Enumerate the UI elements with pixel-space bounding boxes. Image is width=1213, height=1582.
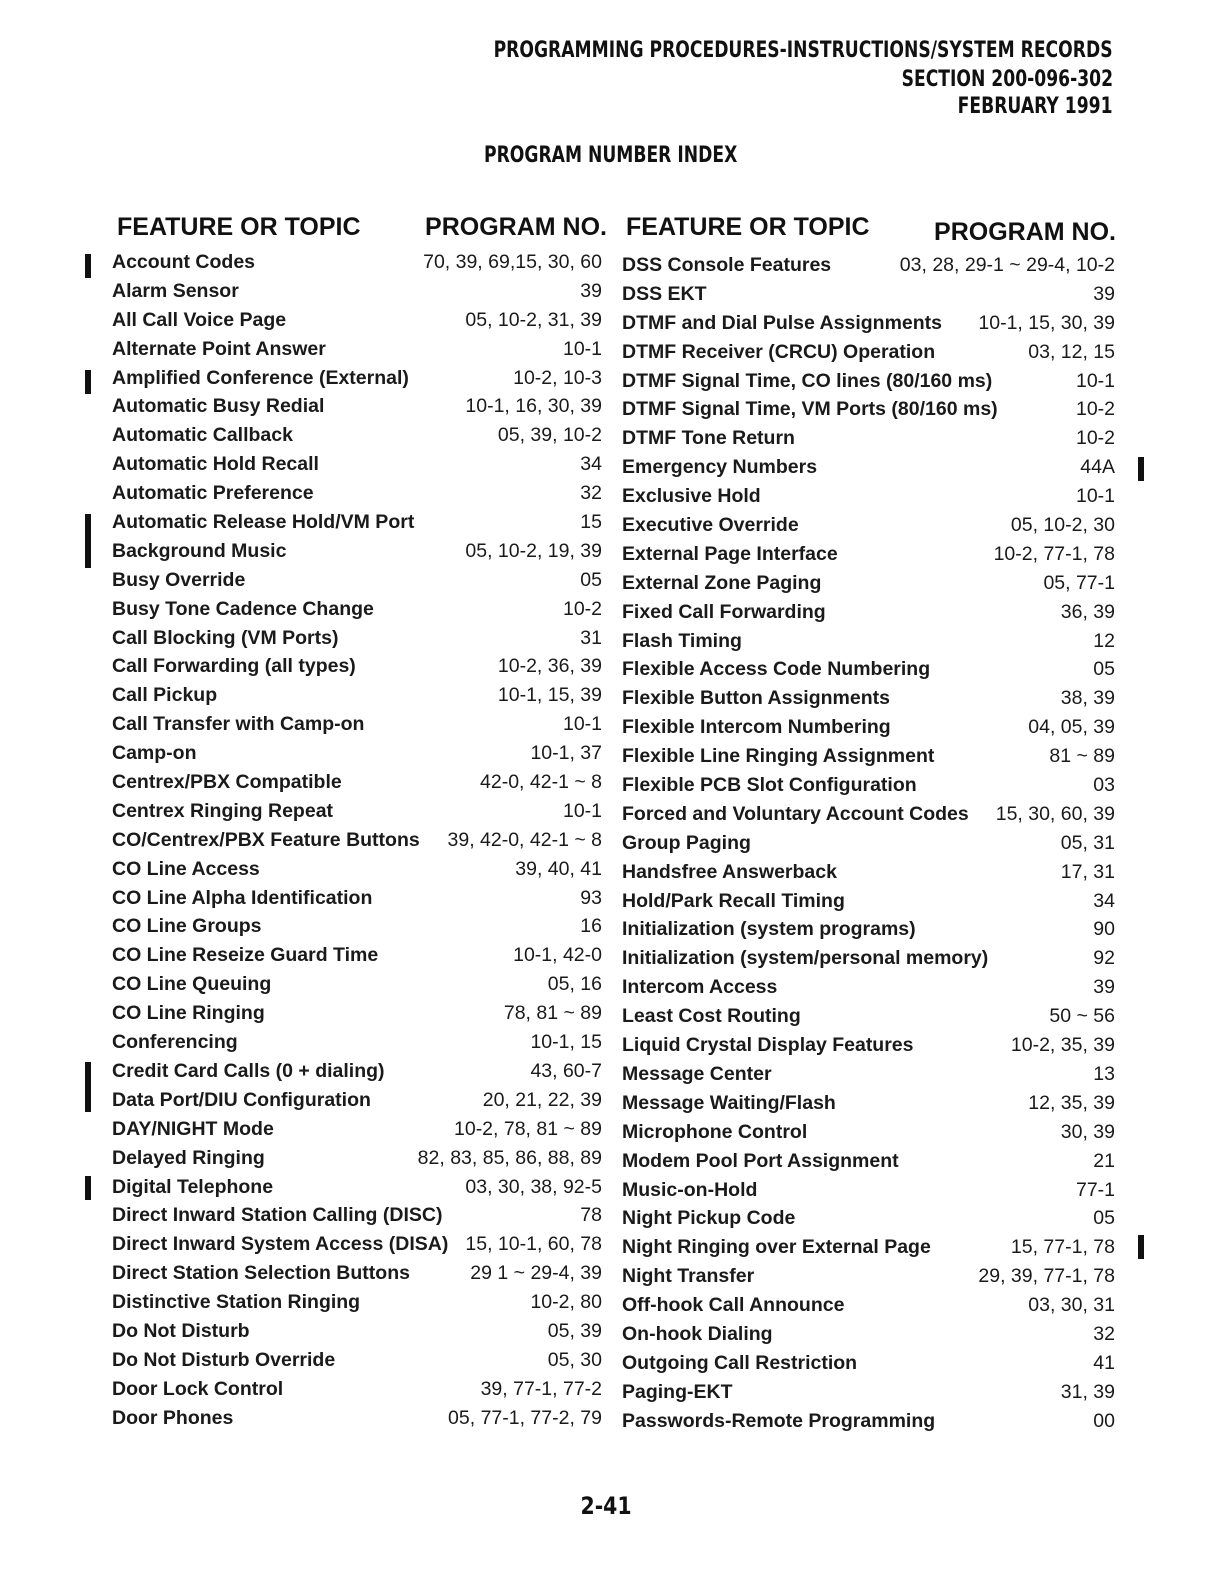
index-row [112,829,602,858]
program-number: 78 [580,1204,602,1227]
feature-name: DSS Console Features [622,254,832,276]
index-row [112,1291,602,1320]
feature-name: Digital Telephone [112,1175,274,1198]
feature-name: Least Cost Routing [622,1005,801,1028]
index-row [112,482,602,511]
feature-name: DTMF and Dial Pulse Assignments [622,311,942,334]
change-bar [85,514,91,568]
program-number: 44A [1080,456,1115,479]
program-number: 50 ~ 56 [1049,1005,1115,1028]
feature-name: Flexible PCB Slot Configuration [622,774,917,797]
feature-name: Do Not Disturb [112,1319,250,1342]
program-number: 30, 39 [1060,1120,1115,1143]
change-bar [85,1062,91,1112]
program-number: 00 [1093,1409,1115,1432]
index-row [622,976,1115,1005]
index-row [112,684,602,713]
program-number: 17, 31 [1060,860,1115,883]
feature-name: Fixed Call Forwarding [622,600,826,623]
index-row [112,915,602,944]
left-index-column [112,251,602,1436]
index-row [112,395,602,424]
feature-name: Forced and Voluntary Account Codes [622,802,969,825]
change-bar [1138,1235,1144,1259]
feature-name: DTMF Signal Time, CO lines (80/160 ms) [622,369,993,392]
feature-name: Amplified Conference (External) [112,366,409,389]
index-row [112,1233,602,1262]
program-number: 05, 30 [547,1348,602,1371]
program-number: 10-2, 80 [530,1291,602,1314]
index-row [112,453,602,482]
program-number: 39, 77-1, 77-2 [480,1377,602,1400]
program-number: 10-1, 42-0 [513,944,602,967]
index-row [622,1063,1115,1092]
program-number: 12, 35, 39 [1028,1091,1115,1114]
program-number: 05 [580,568,602,591]
index-row [622,1005,1115,1034]
index-row [622,456,1115,485]
feature-name: Handsfree Answerback [622,860,837,883]
index-row [622,1381,1115,1410]
index-row [112,800,602,829]
index-row [622,947,1115,976]
program-number: 32 [1093,1322,1115,1345]
program-number: 05, 10-2, 31, 39 [465,308,602,331]
program-number: 05, 77-1, 77-2, 79 [448,1406,602,1429]
program-number: 36, 39 [1060,600,1115,623]
feature-name: DTMF Receiver (CRCU) Operation [622,340,936,363]
index-row [622,745,1115,774]
program-number: 31, 39 [1060,1380,1115,1403]
index-row [112,627,602,656]
index-row [622,1121,1115,1150]
index-row [112,309,602,338]
change-bar [1138,457,1144,481]
index-row [622,861,1115,890]
right-program-header: PROGRAM NO. [934,218,1116,246]
index-row [112,1147,602,1176]
page-number [0,1492,1213,1520]
index-row [622,312,1115,341]
program-number: 13 [1093,1062,1115,1085]
index-row [622,341,1115,370]
feature-name: Message Waiting/Flash [622,1091,836,1114]
feature-name: Door Lock Control [112,1377,284,1400]
feature-name: Initialization (system programs) [622,918,916,941]
program-number: 10-2 [1075,398,1115,421]
program-number: 70, 39, 69,15, 30, 60 [423,251,602,273]
index-row [112,1031,602,1060]
program-number: 34 [580,453,602,476]
index-row [112,338,602,367]
feature-name: CO Line Alpha Identification [112,886,373,909]
feature-name: On-hook Dialing [622,1322,773,1345]
left-program-header: PROGRAM NO. [425,213,607,241]
feature-name: Passwords-Remote Programming [622,1409,936,1432]
feature-name: Alternate Point Answer [112,337,326,360]
feature-name: Account Codes [112,251,256,273]
feature-name: Automatic Release Hold/VM Port [112,511,415,534]
feature-name: Camp-on [112,742,197,765]
index-row [112,858,602,887]
feature-name: CO Line Ringing [112,1002,265,1025]
program-number: 05, 10-2, 30 [1010,514,1115,537]
index-row [112,424,602,453]
program-number: 38, 39 [1060,687,1115,710]
index-row [622,1352,1115,1381]
index-row [622,918,1115,947]
index-row [622,1236,1115,1265]
index-row [622,1034,1115,1063]
index-row [112,1089,602,1118]
program-number: 29, 39, 77-1, 78 [978,1265,1115,1288]
program-number: 10-2 [1075,427,1115,450]
feature-name: Call Transfer with Camp-on [112,713,365,736]
feature-name: Liquid Crystal Display Features [622,1034,914,1057]
header-line-1: PROGRAMMING PROCEDURES-INSTRUCTIONS/SYSTEM RECORDS [494,38,1113,63]
feature-name: Off-hook Call Announce [622,1294,845,1317]
program-number: 03, 12, 15 [1028,340,1115,363]
index-row [112,1378,602,1407]
feature-name: Modem Pool Port Assignment [622,1149,899,1172]
feature-name: Conferencing [112,1031,238,1054]
program-number: 42-0, 42-1 ~ 8 [480,771,602,794]
feature-name: CO Line Groups [112,915,262,938]
program-number: 39 [580,279,602,302]
index-row [112,771,602,800]
feature-name: Microphone Control [622,1120,808,1143]
feature-name: Night Pickup Code [622,1207,796,1230]
index-row [112,1002,602,1031]
index-row [112,973,602,1002]
feature-name: Automatic Busy Redial [112,395,325,418]
feature-name: Data Port/DIU Configuration [112,1088,371,1111]
index-row [622,658,1115,687]
index-row [112,511,602,540]
page-number-text: 2-41 [580,1492,633,1520]
index-row [112,1118,602,1147]
program-number: 93 [580,886,602,909]
index-row [622,687,1115,716]
program-number: 10-1 [1075,485,1115,508]
index-row [622,398,1115,427]
index-row [622,716,1115,745]
feature-name: Initialization (system/personal memory) [622,947,989,970]
program-number: 39, 40, 41 [515,857,602,880]
feature-name: Night Ringing over External Page [622,1236,931,1259]
index-row [622,832,1115,861]
page-title: PROGRAM NUMBER INDEX [484,143,738,168]
program-number: 10-2, 35, 39 [1010,1034,1115,1057]
program-number: 05 [1093,1207,1115,1230]
feature-name: Night Transfer [622,1265,755,1288]
program-number: 29 1 ~ 29-4, 39 [470,1262,602,1285]
index-row [112,569,602,598]
program-number: 10-1, 15, 39 [497,684,602,707]
index-row [622,485,1115,514]
feature-name: Automatic Hold Recall [112,453,319,476]
index-row [622,1265,1115,1294]
index-row [112,1320,602,1349]
change-bar [85,370,91,394]
program-number: 16 [580,915,602,938]
index-row [112,598,602,627]
index-row [622,427,1115,456]
feature-name: Direct Station Selection Buttons [112,1262,410,1285]
index-row [112,540,602,569]
header-section: SECTION 200-096-302 [901,67,1113,92]
feature-name: CO Line Reseize Guard Time [112,944,379,967]
program-number: 05, 31 [1060,831,1115,854]
program-number: 15, 30, 60, 39 [995,802,1115,825]
feature-name: Distinctive Station Ringing [112,1291,361,1314]
program-number: 81 ~ 89 [1049,745,1115,768]
feature-name: Automatic Preference [112,482,314,505]
program-number: 31 [580,626,602,649]
program-number: 21 [1093,1149,1115,1172]
program-number: 10-1, 15, 30, 39 [978,311,1115,334]
program-number: 10-1 [562,337,602,360]
feature-name: Automatic Callback [112,424,293,447]
index-row [112,1204,602,1233]
index-row [112,1060,602,1089]
index-row [112,713,602,742]
feature-name: CO Line Access [112,857,260,880]
program-number: 32 [580,482,602,505]
program-number: 39 [1093,976,1115,999]
index-row [112,655,602,684]
index-row [622,601,1115,630]
feature-name: Flexible Button Assignments [622,687,890,710]
index-row [622,514,1115,543]
index-row [622,283,1115,312]
feature-name: Outgoing Call Restriction [622,1351,858,1374]
program-number: 05, 10-2, 19, 39 [465,539,602,562]
index-row [112,944,602,973]
feature-name: Direct Inward System Access (DISA) [112,1233,449,1256]
index-row [112,280,602,309]
feature-name: Flexible Intercom Numbering [622,716,891,739]
right-feature-header: FEATURE OR TOPIC [626,213,870,241]
index-row [622,630,1115,659]
program-number: 05, 77-1 [1043,571,1115,594]
feature-name: Hold/Park Recall Timing [622,889,845,912]
feature-name: DAY/NIGHT Mode [112,1117,274,1140]
program-number: 39, 42-0, 42-1 ~ 8 [447,828,602,851]
program-number: 43, 60-7 [530,1059,602,1082]
index-row [622,1207,1115,1236]
feature-name: Door Phones [112,1406,234,1429]
feature-name: DTMF Signal Time, VM Ports (80/160 ms) [622,398,998,421]
index-row [622,890,1115,919]
program-number: 92 [1093,947,1115,970]
feature-name: Credit Card Calls (0 + dialing) [112,1059,385,1082]
feature-name: Call Forwarding (all types) [112,655,356,678]
program-number: 15 [580,511,602,534]
feature-name: Delayed Ringing [112,1146,265,1169]
feature-name: Centrex/PBX Compatible [112,771,342,794]
header-date: FEBRUARY 1991 [958,94,1113,119]
index-row [112,1349,602,1378]
program-number: 05, 39, 10-2 [497,424,602,447]
index-row [112,1262,602,1291]
index-row [622,1323,1115,1352]
program-number: 10-1 [562,799,602,822]
index-row [622,1150,1115,1179]
feature-name: Direct Inward Station Calling (DISC) [112,1204,443,1227]
index-row [112,251,602,280]
program-number: 05, 39 [547,1319,602,1342]
feature-name: Busy Tone Cadence Change [112,597,374,620]
program-number: 03, 30, 31 [1028,1294,1115,1317]
program-number: 10-1, 37 [530,742,602,765]
left-feature-header: FEATURE OR TOPIC [117,213,361,241]
feature-name: Busy Override [112,568,246,591]
program-number: 10-2, 36, 39 [497,655,602,678]
index-row [112,887,602,916]
index-row [622,774,1115,803]
program-number: 34 [1093,889,1115,912]
program-number: 15, 77-1, 78 [1010,1236,1115,1259]
program-number: 10-1 [562,713,602,736]
program-number: 77-1 [1075,1178,1115,1201]
program-number: 39 [1093,282,1115,305]
feature-name: Flexible Line Ringing Assignment [622,745,935,768]
feature-name: Intercom Access [622,976,778,999]
feature-name: External Zone Paging [622,571,822,594]
program-number: 03 [1093,774,1115,797]
program-number: 04, 05, 39 [1028,716,1115,739]
index-row [112,1176,602,1205]
program-number: 12 [1093,629,1115,652]
program-number: 90 [1093,918,1115,941]
feature-name: Message Center [622,1062,772,1085]
index-row [622,370,1115,399]
program-number: 20, 21, 22, 39 [482,1088,602,1111]
index-row [112,742,602,771]
program-number: 41 [1093,1351,1115,1374]
feature-name: DSS EKT [622,282,707,305]
program-number: 10-2 [562,597,602,620]
program-number: 10-2, 78, 81 ~ 89 [454,1117,602,1140]
feature-name: Call Blocking (VM Ports) [112,626,339,649]
change-bar [85,254,91,278]
index-row [622,254,1115,283]
feature-name: Flash Timing [622,629,742,652]
feature-name: CO Line Queuing [112,973,272,996]
feature-name: CO/Centrex/PBX Feature Buttons [112,828,420,851]
index-row [622,803,1115,832]
index-row [622,1410,1115,1439]
feature-name: Call Pickup [112,684,218,707]
program-number: 10-2, 10-3 [513,366,602,389]
index-row [622,572,1115,601]
change-bar [85,1176,91,1200]
program-number: 05, 16 [547,973,602,996]
program-number: 82, 83, 85, 86, 88, 89 [417,1146,602,1169]
program-number: 78, 81 ~ 89 [503,1002,602,1025]
program-number: 05 [1093,658,1115,681]
feature-name: External Page Interface [622,542,838,565]
index-row [622,543,1115,572]
index-row [112,367,602,396]
program-number: 10-1, 15 [530,1031,602,1054]
feature-name: DTMF Tone Return [622,427,795,450]
right-index-column [622,254,1115,1439]
feature-name: Flexible Access Code Numbering [622,658,931,681]
index-row [112,1407,602,1436]
program-number: 03, 30, 38, 92-5 [465,1175,602,1198]
feature-name: Music-on-Hold [622,1178,758,1201]
program-number: 15, 10-1, 60, 78 [465,1233,602,1256]
feature-name: Group Paging [622,831,751,854]
index-row [622,1294,1115,1323]
feature-name: Alarm Sensor [112,279,239,302]
index-row [622,1179,1115,1208]
feature-name: Executive Override [622,514,799,537]
feature-name: Background Music [112,539,287,562]
program-number: 10-2, 77-1, 78 [993,542,1115,565]
program-number: 10-1, 16, 30, 39 [465,395,602,418]
feature-name: All Call Voice Page [112,308,287,331]
program-number: 10-1 [1075,369,1115,392]
index-row [622,1092,1115,1121]
feature-name: Centrex Ringing Repeat [112,799,334,822]
feature-name: Exclusive Hold [622,485,761,508]
feature-name: Do Not Disturb Override [112,1348,336,1371]
feature-name: Paging-EKT [622,1380,733,1403]
feature-name: Emergency Numbers [622,456,818,479]
program-number: 03, 28, 29-1 ~ 29-4, 10-2 [899,254,1115,276]
